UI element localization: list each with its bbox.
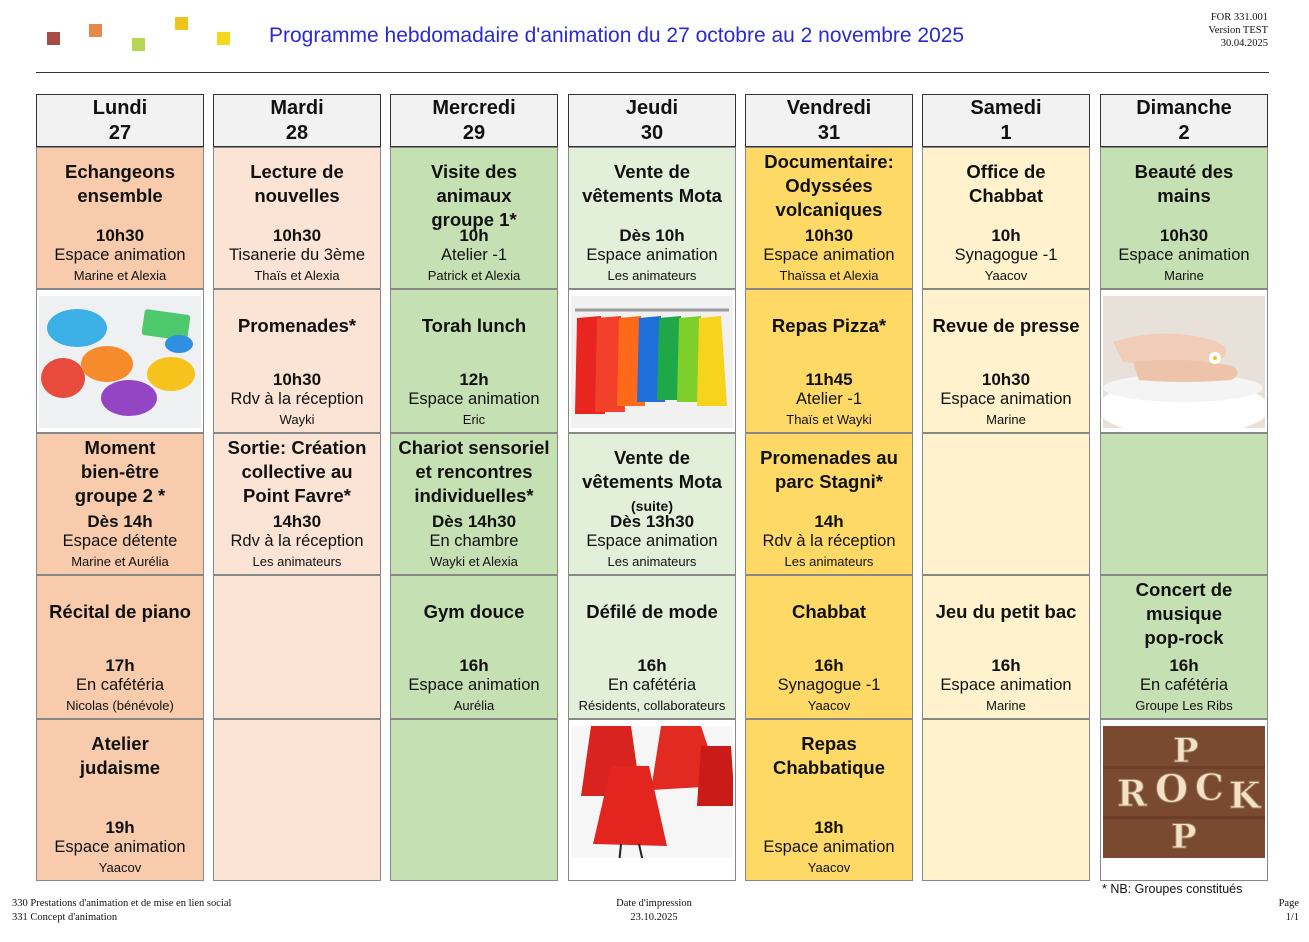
header-divider [36,72,1269,73]
activity-hosts: Patrick et Alexia [427,268,521,283]
activity-hosts: Les animateurs [784,554,874,569]
day-name: Vendredi [786,97,872,119]
activity-time: 16h [1169,656,1199,675]
activity-cell [568,147,736,289]
activity-time: 19h [105,818,135,837]
activity-cell [568,433,736,575]
activity-cell [922,289,1090,433]
activity-hosts: Thaïs et Alexia [254,268,340,283]
activity-title [39,160,201,208]
activity-cell [745,433,913,575]
activity-place: Espace animation [940,390,1072,408]
activity-subtitle: (suite) [631,498,673,514]
activity-title [39,600,201,624]
activity-place: En cafétéria [1139,676,1229,694]
activity-title-line: vêtements Mota [582,471,722,492]
day-date: 27 [108,122,132,144]
page-number: 1/1 [1285,912,1299,923]
activity-hosts: Aurélia [453,698,495,713]
activity-title [1103,160,1265,208]
activity-title [393,600,555,624]
activity-hosts: Les animateurs [252,554,342,569]
activity-place: Espace animation [586,246,718,264]
activity-title-line: Beauté des [1134,161,1234,182]
activity-place: Espace animation [408,390,540,408]
activity-title [216,314,378,338]
day-header [745,94,913,148]
activity-time: 16h [814,656,844,675]
activity-title [216,160,378,208]
activity-cell [36,719,204,881]
activity-time: 14h30 [272,512,322,531]
activity-title-line: et rencontres [415,461,533,482]
activity-title-line: Moment [84,437,156,458]
activity-title-line: Défilé de mode [586,601,718,622]
activity-title [748,150,910,222]
activity-title [571,160,733,208]
activity-title-line: individuelles* [414,485,534,506]
activity-cell [568,575,736,719]
activity-title [748,314,910,338]
activity-hosts: Groupe Les Ribs [1135,698,1233,713]
page-title: Programme hebdomadaire d'animation du 27 octobre au 2 novembre 2025 [269,24,965,47]
activity-title [748,600,910,624]
activity-title-line: Documentaire: [764,151,894,172]
activity-place: Atelier -1 [440,246,508,264]
activity-title-line: Point Favre* [243,485,351,506]
activity-title-line: Office de [966,161,1046,182]
footer-section: 330 Prestations d'animation et de mise en lien social [12,898,232,909]
activity-hosts: Les animateurs [607,554,697,569]
activity-hosts: Marine et Aurélia [71,554,169,569]
activity-place: Espace animation [763,838,895,856]
activity-title-line: Repas [801,733,857,754]
activity-title-line: Lecture de [250,161,344,182]
activity-image-cell [568,719,736,881]
activity-hosts: Marine [986,412,1026,427]
activity-time: 17h [105,656,135,675]
activity-title-line: mains [1157,185,1211,206]
day-column-lundi [36,94,204,881]
activity-hosts: Yaacov [807,860,851,875]
day-date: 1 [1000,122,1012,144]
day-name: Dimanche [1136,97,1232,119]
activity-title [393,314,555,338]
doc-version: Version TEST [1208,25,1268,36]
activity-title-line: Récital de piano [49,601,191,622]
day-name: Mercredi [432,97,516,119]
logo-dot [89,24,102,37]
print-date: 23.10.2025 [630,912,678,923]
activity-hosts: Thaïs et Wayki [786,412,872,427]
activity-title-line: volcaniques [775,199,883,220]
activity-place: Atelier -1 [795,390,863,408]
logo-dot [47,32,60,45]
speech-bubbles-image [39,296,201,428]
activity-title [216,436,378,508]
empty-cell [922,433,1090,575]
day-date: 30 [640,122,664,144]
activity-image-cell [1100,719,1268,881]
activity-title-line: Chabbat [792,601,866,622]
day-date: 29 [462,122,486,144]
activity-image-cell [1100,289,1268,433]
activity-time: 11h45 [805,370,853,389]
activity-time: 10h [459,226,489,245]
empty-cell [213,575,381,719]
activity-place: Rdv à la réception [762,532,896,550]
activity-time: 10h30 [981,370,1031,389]
activity-title-line: Jeu du petit bac [935,601,1077,622]
activity-cell [36,575,204,719]
activity-title [393,160,555,232]
activity-title-line: Echangeons [65,161,175,182]
activity-title [571,446,733,518]
activity-hosts: Résidents, collaborateurs [578,698,726,713]
activity-hosts: Wayki [279,412,315,427]
activity-title [571,600,733,624]
activity-place: Tisanerie du 3ème [228,246,366,264]
clothes-rack-image [571,296,733,428]
day-column-mercredi [390,94,558,881]
activity-title-line: Odyssées [785,175,873,196]
activity-place: Rdv à la réception [230,390,364,408]
activity-title-line: Vente de [613,447,691,468]
activity-time: 10h30 [95,226,145,245]
activity-place: Rdv à la réception [230,532,364,550]
day-date: 28 [285,122,309,144]
page-label: Page [1278,898,1299,909]
activity-place: En cafétéria [607,676,697,694]
day-column-jeudi [568,94,736,881]
activity-title-line: parc Stagni* [775,471,883,492]
activity-title-line: Promenades au [760,447,898,468]
fashion-show-image [571,726,733,858]
activity-title-line: musique [1145,603,1223,624]
activity-place: Synagogue -1 [777,676,881,694]
activity-title-line: Chabbat [969,185,1043,206]
footnote: * NB: Groupes constitués [1102,882,1243,896]
activity-cell [745,147,913,289]
activity-title-line: Chariot sensoriel [398,437,550,458]
activity-time: 10h30 [804,226,854,245]
activity-place: Espace animation [54,246,186,264]
activity-time: Dès 13h30 [609,512,695,531]
footer-subsection: 331 Concept d'animation [12,912,118,923]
activity-place: Synagogue -1 [954,246,1058,264]
activity-title-line: Repas Pizza* [771,315,887,336]
activity-title-line: nouvelles [254,185,340,206]
activity-title-line: Torah lunch [421,315,527,336]
day-column-mardi [213,94,381,881]
svg-text:O: O [1155,766,1189,811]
day-header [568,94,736,148]
activity-time: 10h30 [272,370,322,389]
svg-text:K: K [1229,775,1261,817]
activity-title [39,436,201,508]
doc-ref: FOR 331.001 [1210,12,1268,23]
activity-hosts: Marine et Alexia [73,268,167,283]
day-header [390,94,558,148]
day-name: Jeudi [625,97,679,119]
svg-text:R: R [1117,773,1147,815]
svg-text:P: P [1171,817,1197,857]
activity-title [393,436,555,508]
day-column-dimanche [1100,94,1268,881]
activity-title-line: Visite des animaux [430,161,518,206]
day-name: Mardi [270,97,324,119]
activity-title [748,446,910,494]
doc-date: 30.04.2025 [1220,38,1268,49]
activity-time: Dès 10h [619,226,685,245]
activity-title-line: judaisme [79,757,161,778]
activity-time: 16h [459,656,489,675]
hands-care-image [1103,296,1265,428]
activity-title-line: Promenades* [237,315,357,336]
document-info [1208,11,1268,50]
activity-title-line: groupe 1* [431,209,517,230]
activity-cell [390,575,558,719]
activity-hosts: Yaacov [98,860,142,875]
day-header [1100,94,1268,148]
pop-rock-letters-image [1103,726,1265,858]
activity-title-line: groupe 2 * [74,485,166,506]
activity-hosts: Yaacov [807,698,851,713]
activity-cell [745,575,913,719]
activity-cell [745,289,913,433]
activity-place: Espace animation [408,676,540,694]
day-header [36,94,204,148]
svg-text:P: P [1173,731,1199,771]
activity-title-line: collective au [241,461,353,482]
activity-cell [213,433,381,575]
activity-place: Espace animation [586,532,718,550]
activity-title-line: Atelier [91,733,149,754]
activity-time: 16h [991,656,1021,675]
activity-place: En cafétéria [75,676,165,694]
activity-title-line: bien-être [80,461,160,482]
activity-hosts: Nicolas (bénévole) [66,698,174,713]
activity-cell [922,575,1090,719]
activity-cell [922,147,1090,289]
activity-time: Dès 14h30 [431,512,517,531]
activity-time: 10h30 [272,226,322,245]
activity-hosts: Marine [986,698,1026,713]
activity-place: Espace animation [940,676,1072,694]
day-column-vendredi [745,94,913,881]
activity-hosts: Marine [1164,268,1204,283]
activity-cell [390,147,558,289]
day-column-samedi [922,94,1090,881]
activity-title-line: Concert de [1135,579,1233,600]
empty-cell [213,719,381,881]
activity-place: En chambre [429,532,519,550]
activity-title-line: Revue de presse [932,315,1080,336]
activity-title-line: ensemble [77,185,163,206]
activity-title [39,732,201,780]
logo-dot [132,38,145,51]
footer-page [1279,897,1299,925]
activity-hosts: Yaacov [984,268,1028,283]
day-date: 31 [817,122,841,144]
activity-place: Espace détente [62,532,178,550]
activity-cell [390,433,558,575]
activity-title [925,600,1087,624]
day-name: Lundi [92,97,148,119]
activity-place: Espace animation [1118,246,1250,264]
activity-time: 10h [991,226,1021,245]
activity-time: Dès 14h [87,512,153,531]
activity-title-line: vêtements Mota [582,185,722,206]
activity-title-line: Gym douce [423,601,525,622]
day-date: 2 [1178,122,1190,144]
activity-title-line: Vente de [613,161,691,182]
activity-title [925,314,1087,338]
activity-time: 14h [814,512,844,531]
day-header [213,94,381,148]
activity-title-line: Chabbatique [772,757,886,778]
activity-cell [213,147,381,289]
day-header [922,94,1090,148]
activity-title-line: pop-rock [1144,627,1224,648]
footer-left [12,897,231,925]
activity-image-cell [36,289,204,433]
activity-title [925,160,1087,208]
activity-cell [390,289,558,433]
activity-cell [1100,575,1268,719]
activity-title-line: Sortie: Création [227,437,367,458]
activity-cell [36,147,204,289]
logo-dot [175,17,188,30]
empty-cell [1100,433,1268,575]
activity-cell [1100,147,1268,289]
empty-cell [390,719,558,881]
activity-hosts: Les animateurs [607,268,697,283]
activity-hosts: Eric [462,412,486,427]
activity-hosts: Wayki et Alexia [430,554,518,569]
svg-text:C: C [1195,767,1224,809]
activity-cell [36,433,204,575]
activity-cell [745,719,913,881]
activity-title [1103,578,1265,650]
activity-time: 16h [637,656,667,675]
activity-time: 18h [814,818,844,837]
footer-print [584,897,724,925]
activity-time: 10h30 [1159,226,1209,245]
activity-place: Espace animation [54,838,186,856]
activity-title [748,732,910,780]
activity-time: 12h [459,370,489,389]
activity-hosts: Thaïssa et Alexia [779,268,879,283]
logo-dot [217,32,230,45]
activity-cell [213,289,381,433]
activity-place: Espace animation [763,246,895,264]
empty-cell [922,719,1090,881]
activity-image-cell [568,289,736,433]
day-name: Samedi [970,97,1042,119]
print-label: Date d'impression [616,898,692,909]
